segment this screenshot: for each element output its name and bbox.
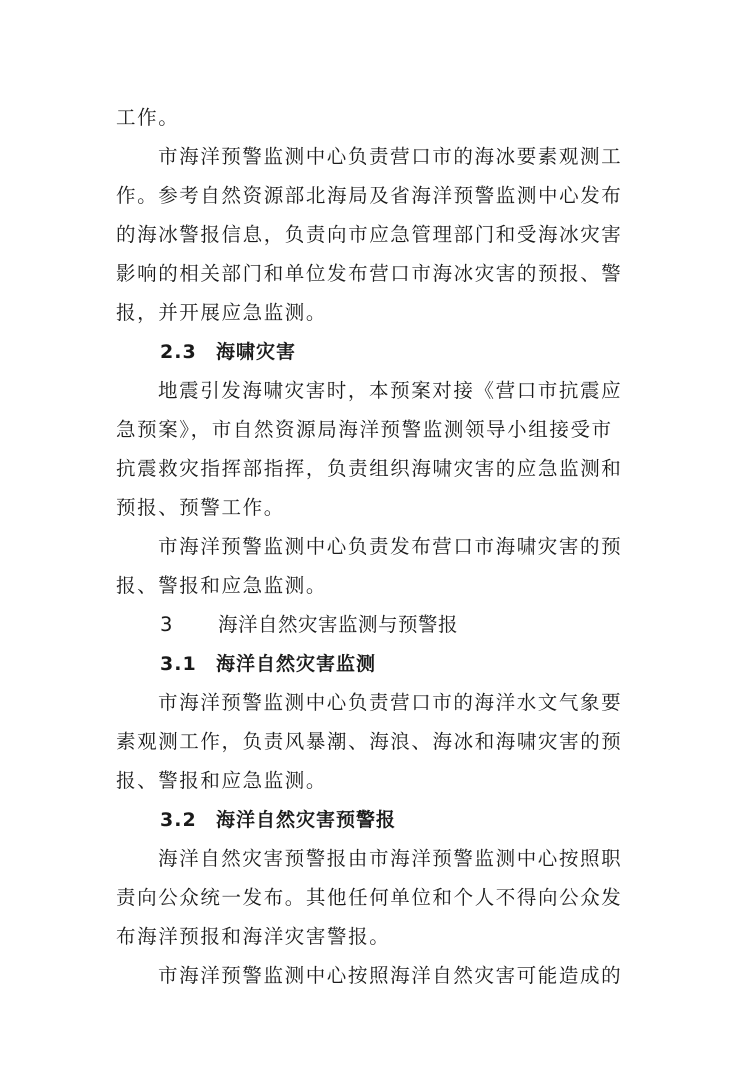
paragraph-line: 地震引发海啸灾害时，本预案对接《营口市抗震应 — [158, 379, 623, 402]
section-heading-3-1 — [0, 644, 733, 684]
section-number: 3 — [160, 613, 173, 636]
paragraph-line: 影响的相关部门和单位发布营口市海冰灾害的预报、警 — [116, 262, 623, 285]
paragraph-line: 素观测工作，负责风暴潮、海浪、海冰和海啸灾害的预 — [116, 730, 623, 753]
paragraph-line: 市海洋预警监测中心按照海洋自然灾害可能造成的 — [158, 964, 623, 987]
section-number: 3.1 — [160, 653, 197, 675]
paragraph-line: 工作。 — [116, 106, 180, 129]
paragraph-line: 抗震救灾指挥部指挥，负责组织海啸灾害的应急监测和 — [116, 457, 623, 480]
paragraph-line: 布海洋预报和海洋灾害警报。 — [116, 925, 391, 948]
section-title: 海洋自然灾害监测与预警报 — [218, 613, 459, 636]
paragraph-line: 市海洋预警监测中心负责营口市的海洋水文气象要 — [158, 691, 623, 714]
section-heading-2-3 — [0, 332, 733, 372]
paragraph-line: 的海冰警报信息，负责向市应急管理部门和受海冰灾害 — [116, 223, 623, 246]
section-title: 海啸灾害 — [216, 341, 297, 363]
paragraph-line: 市海洋预警监测中心负责发布营口市海啸灾害的预 — [158, 535, 623, 558]
section-number: 3.2 — [160, 809, 197, 831]
paragraph-line: 报、警报和应急监测。 — [116, 574, 328, 597]
paragraph-line: 报，并开展应急监测。 — [116, 301, 328, 324]
paragraph-line: 作。参考自然资源部北海局及省海洋预警监测中心发布 — [116, 184, 623, 207]
section-heading-3-2 — [0, 800, 733, 840]
section-heading-3 — [0, 605, 733, 645]
paragraph-line: 海洋自然灾害预警报由市海洋预警监测中心按照职 — [158, 847, 623, 870]
section-title: 海洋自然灾害预警报 — [216, 809, 397, 831]
paragraph-line: 报、警报和应急监测。 — [116, 769, 328, 792]
section-number: 2.3 — [160, 341, 197, 363]
section-title: 海洋自然灾害监测 — [216, 653, 377, 675]
paragraph-line: 急预案》，市自然资源局海洋预警监测领导小组接受市 — [116, 418, 613, 441]
paragraph-line: 市海洋预警监测中心负责营口市的海冰要素观测工 — [158, 145, 623, 168]
paragraph-line: 责向公众统一发布。其他任何单位和个人不得向公众发 — [116, 886, 623, 909]
paragraph-line: 预报、预警工作。 — [116, 496, 285, 519]
